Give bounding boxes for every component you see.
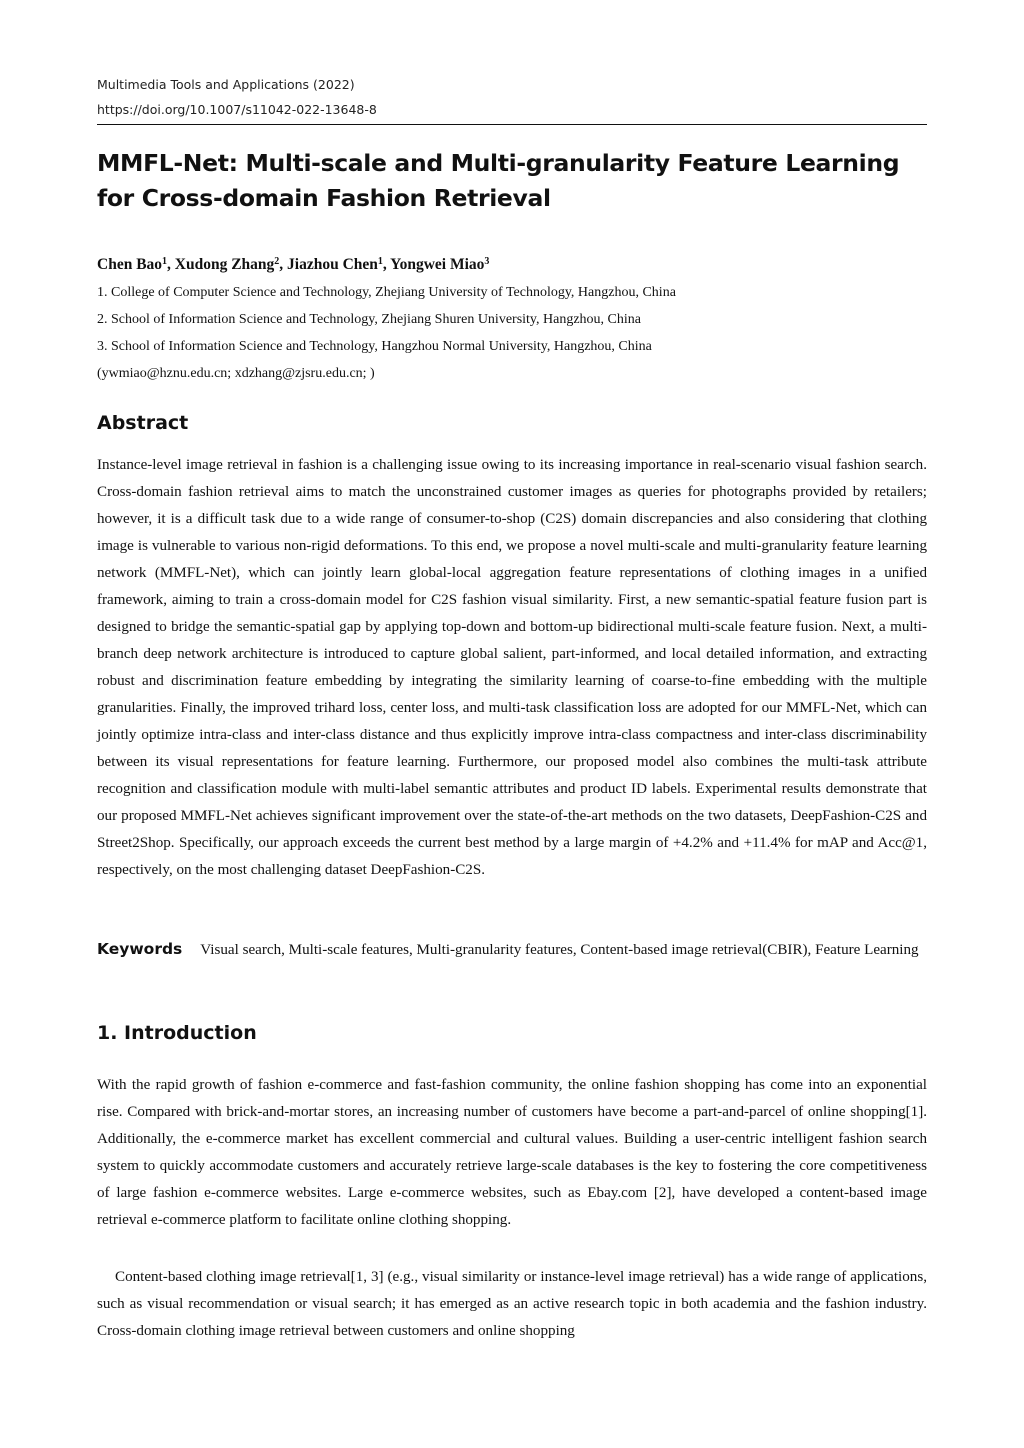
body-paragraph: Content-based clothing image retrieval[1, 3] (e.g., visual similarity or instance-level image retrieval) has a wide range of applications, such as visual recommendation or visual search; it has emerged as an active research topic in both academia and the fashion industry. Cross-domain clothing image retrieval between customers and online shopping bbox=[97, 1269, 927, 1339]
author-name: Xudong Zhang bbox=[174, 256, 275, 273]
affiliation-list bbox=[97, 279, 676, 387]
author-list: Chen Bao$^1$, Xudong Zhang$^2$, Jiazhou Chen$^1$, Yongwei Miao$^3$ bbox=[97, 256, 490, 273]
author-name: Jiazhou Chen bbox=[287, 256, 378, 273]
keywords-block bbox=[97, 936, 927, 964]
author-name: Chen Bao bbox=[97, 256, 163, 273]
author-affil-mark: 1 bbox=[162, 256, 168, 267]
body-paragraph: With the rapid growth of fashion e-commerce and fast-fashion community, the online fashion shopping has come into an exponential rise. Compared with brick-and-mortar stores, an increasing number of customers have become a part-and-parcel of online shopping[1]. Additionally, the e-commerce market has excellent commercial and cultural values. Building a user-centric intelligent fashion search system to quickly accommodate customers and accurately retrieve large-scale databases is the key to fostering the core competitiveness of large fashion e-commerce websites. Large e-commerce websites, such as Ebay.com [2], have developed a content-based image retrieval e-commerce platform to facilitate online clothing shopping. bbox=[97, 1077, 927, 1228]
journal-header bbox=[97, 72, 377, 122]
keywords-text: Visual search, Multi-scale features, Multi-granularity features, Content-based image retrieval(CBIR), Feature Learning bbox=[200, 942, 919, 958]
abstract-text: Instance-level image retrieval in fashion is a challenging issue owing to its increasing importance in real-scenario visual fashion search. Cross-domain fashion retrieval aims to match the unconstrained customer images as queries for photographs provided by retailers; however, it is a difficult task due to a wide range of consumer-to-shop (C2S) domain discrepancies and also considering that clothing image is vulnerable to various non-rigid deformations. To this end, we propose a novel multi-scale and multi-granularity feature learning network (MMFL-Net), which can jointly learn global-local aggregation feature representations of clothing images in a unified framework, aiming to train a cross-domain model for C2S fashion visual similarity. First, a new semantic-spatial feature fusion part is designed to bridge the semantic-spatial gap by applying top-down and bottom-up bidirectional multi-scale feature fusion. Next, a multi-branch deep network architecture is introduced to capture global salient, part-informed, and local detailed information, and extracting robust and discrimination feature embedding by integrating the similarity learning of coarse-to-fine embedding with the multiple granularities. Finally, the improved trihard loss, center loss, and multi-task classification loss are adopted for our MMFL-Net, which can jointly optimize intra-class and inter-class distance and thus explicitly improve intra-class compactness and inter-class discriminability between its visual representations for feature learning. Furthermore, our proposed model also combines the multi-task attribute recognition and classification module with multi-label semantic attributes and product ID labels. Experimental results demonstrate that our proposed MMFL-Net achieves significant improvement over the state-of-the-art methods on the two datasets, DeepFashion-C2S and Street2Shop. Specifically, our approach exceeds the current best method by a large margin of +4.2% and +11.4% for mAP and Acc@1, respectively, on the most challenging dataset DeepFashion-C2S. bbox=[97, 457, 927, 878]
journal-name: Multimedia Tools and Applications (2022) bbox=[97, 77, 355, 92]
paper-page bbox=[97, 0, 927, 1448]
doi-link[interactable]: https://doi.org/10.1007/s11042-022-13648-8 bbox=[97, 102, 377, 117]
contact-emails: (ywmiao@hznu.edu.cn; xdzhang@zjsru.edu.cn; ) bbox=[97, 366, 375, 381]
section-heading-introduction: 1. Introduction bbox=[97, 1022, 257, 1044]
affiliation-item: 2. School of Information Science and Technology, Zhejiang Shuren University, Hangzhou, China bbox=[97, 312, 641, 327]
affiliation-item: 1. College of Computer Science and Technology, Zhejiang University of Technology, Hangzhou, China bbox=[97, 285, 676, 300]
author-affil-mark: 1 bbox=[377, 256, 383, 267]
author-affil-mark: 2 bbox=[274, 256, 280, 267]
author-affil-mark: 3 bbox=[484, 256, 490, 267]
abstract-heading: Abstract bbox=[97, 412, 189, 434]
header-rule bbox=[97, 124, 927, 125]
keywords-label: Keywords bbox=[97, 940, 183, 958]
affiliation-item: 3. School of Information Science and Technology, Hangzhou Normal University, Hangzhou, China bbox=[97, 339, 652, 354]
paper-title: MMFL-Net: Multi-scale and Multi-granularity Feature Learning for Cross-domain Fashion Retrieval bbox=[97, 149, 900, 212]
author-name: Yongwei Miao bbox=[390, 256, 485, 273]
